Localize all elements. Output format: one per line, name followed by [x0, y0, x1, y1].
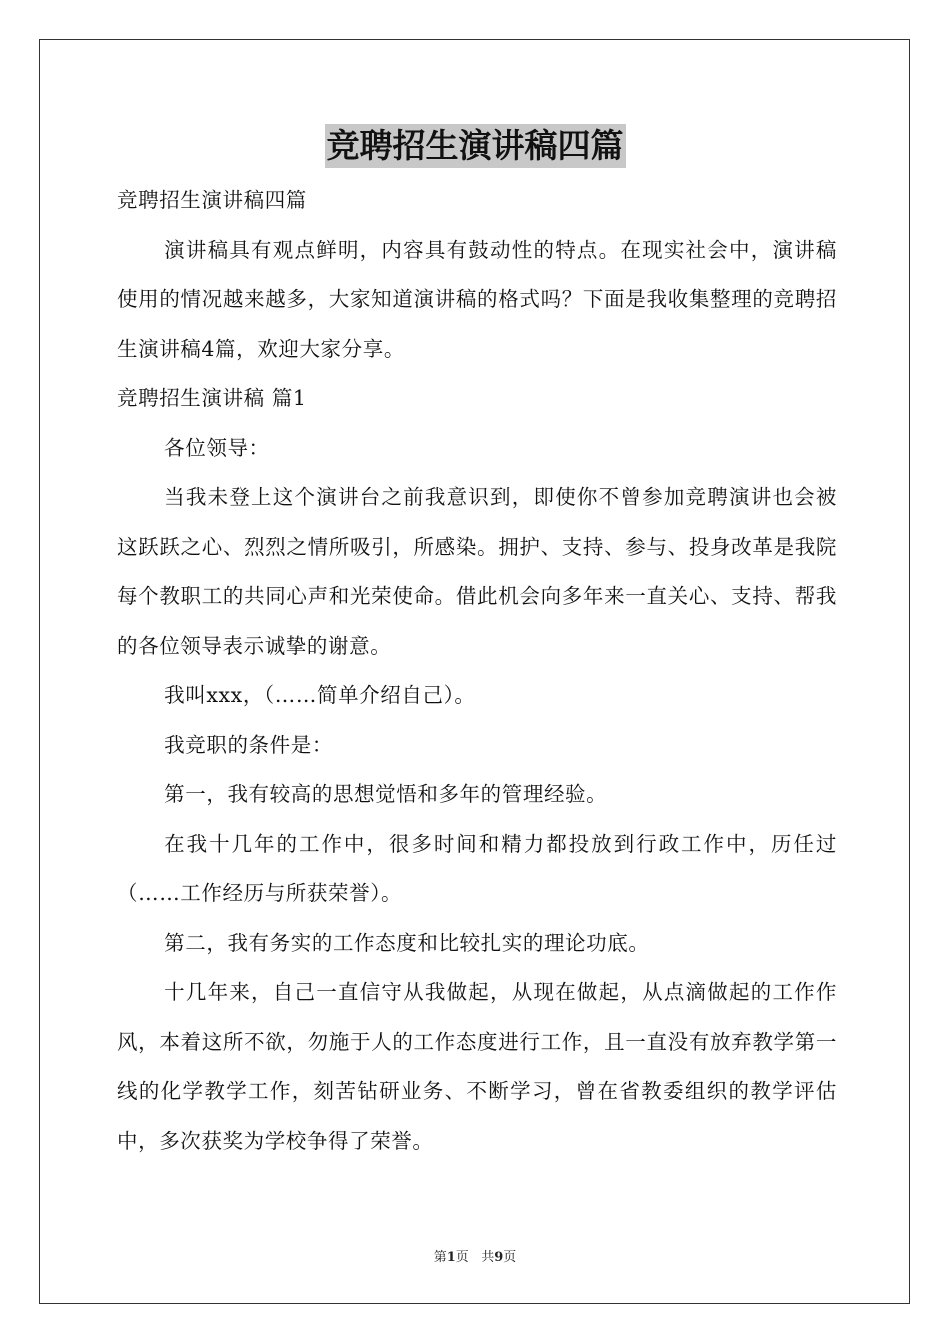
document-title: 竞聘招生演讲稿四篇 [325, 124, 626, 168]
paragraph: 十几年来，自己一直信守从我做起，从现在做起，从点滴做起的工作作风，本着这所不欲，勿施于人的工作态度进行工作，且一直没有放弃教学第一线的化学教学工作，刻苦钻研业务、不断学习，曾在省教委组织的教学评估中，多次获奖为学校争得了荣誉。 [117, 980, 837, 1153]
paragraph: 演讲稿具有观点鲜明，内容具有鼓动性的特点。在现实社会中，演讲稿使用的情况越来越多，大家知道演讲稿的格式吗？下面是我收集整理的竞聘招生演讲稿4篇，欢迎大家分享。 [117, 237, 837, 361]
title-wrap [0, 124, 950, 168]
paragraph: 竞聘招生演讲稿 篇1 [117, 386, 307, 410]
paragraph: 竞聘招生演讲稿四篇 [117, 188, 307, 212]
footer-page-current: 1 [446, 1250, 456, 1265]
page-footer [0, 1246, 950, 1265]
footer-total-suffix: 页 [503, 1250, 517, 1265]
paragraph: 当我未登上这个演讲台之前我意识到，即使你不曾参加竞聘演讲也会被这跃跃之心、烈烈之情所吸引，所感染。拥护、支持、参与、投身改革是我院每个教职工的共同心声和光荣使命。借此机会向多年来一直关心、支持、帮我的各位领导表示诚挚的谢意。 [117, 485, 837, 658]
footer-page-total: 9 [494, 1250, 504, 1265]
paragraph: 我竞职的条件是： [164, 732, 333, 757]
footer-total-prefix: 共 [481, 1250, 495, 1265]
paragraph: 我叫xxx，（……简单介绍自己）。 [164, 683, 476, 707]
paragraph: 第二，我有务实的工作态度和比较扎实的理论功底。 [164, 930, 650, 955]
footer-page-prefix: 第 [433, 1250, 447, 1265]
paragraph: 各位领导： [164, 435, 270, 460]
document-body [117, 176, 837, 1166]
footer-page-suffix: 页 [455, 1250, 469, 1265]
paragraph: 在我十几年的工作中，很多时间和精力都投放到行政工作中，历任过（……工作经历与所获荣誉）。 [117, 831, 837, 905]
paragraph: 第一，我有较高的思想觉悟和多年的管理经验。 [164, 782, 608, 806]
